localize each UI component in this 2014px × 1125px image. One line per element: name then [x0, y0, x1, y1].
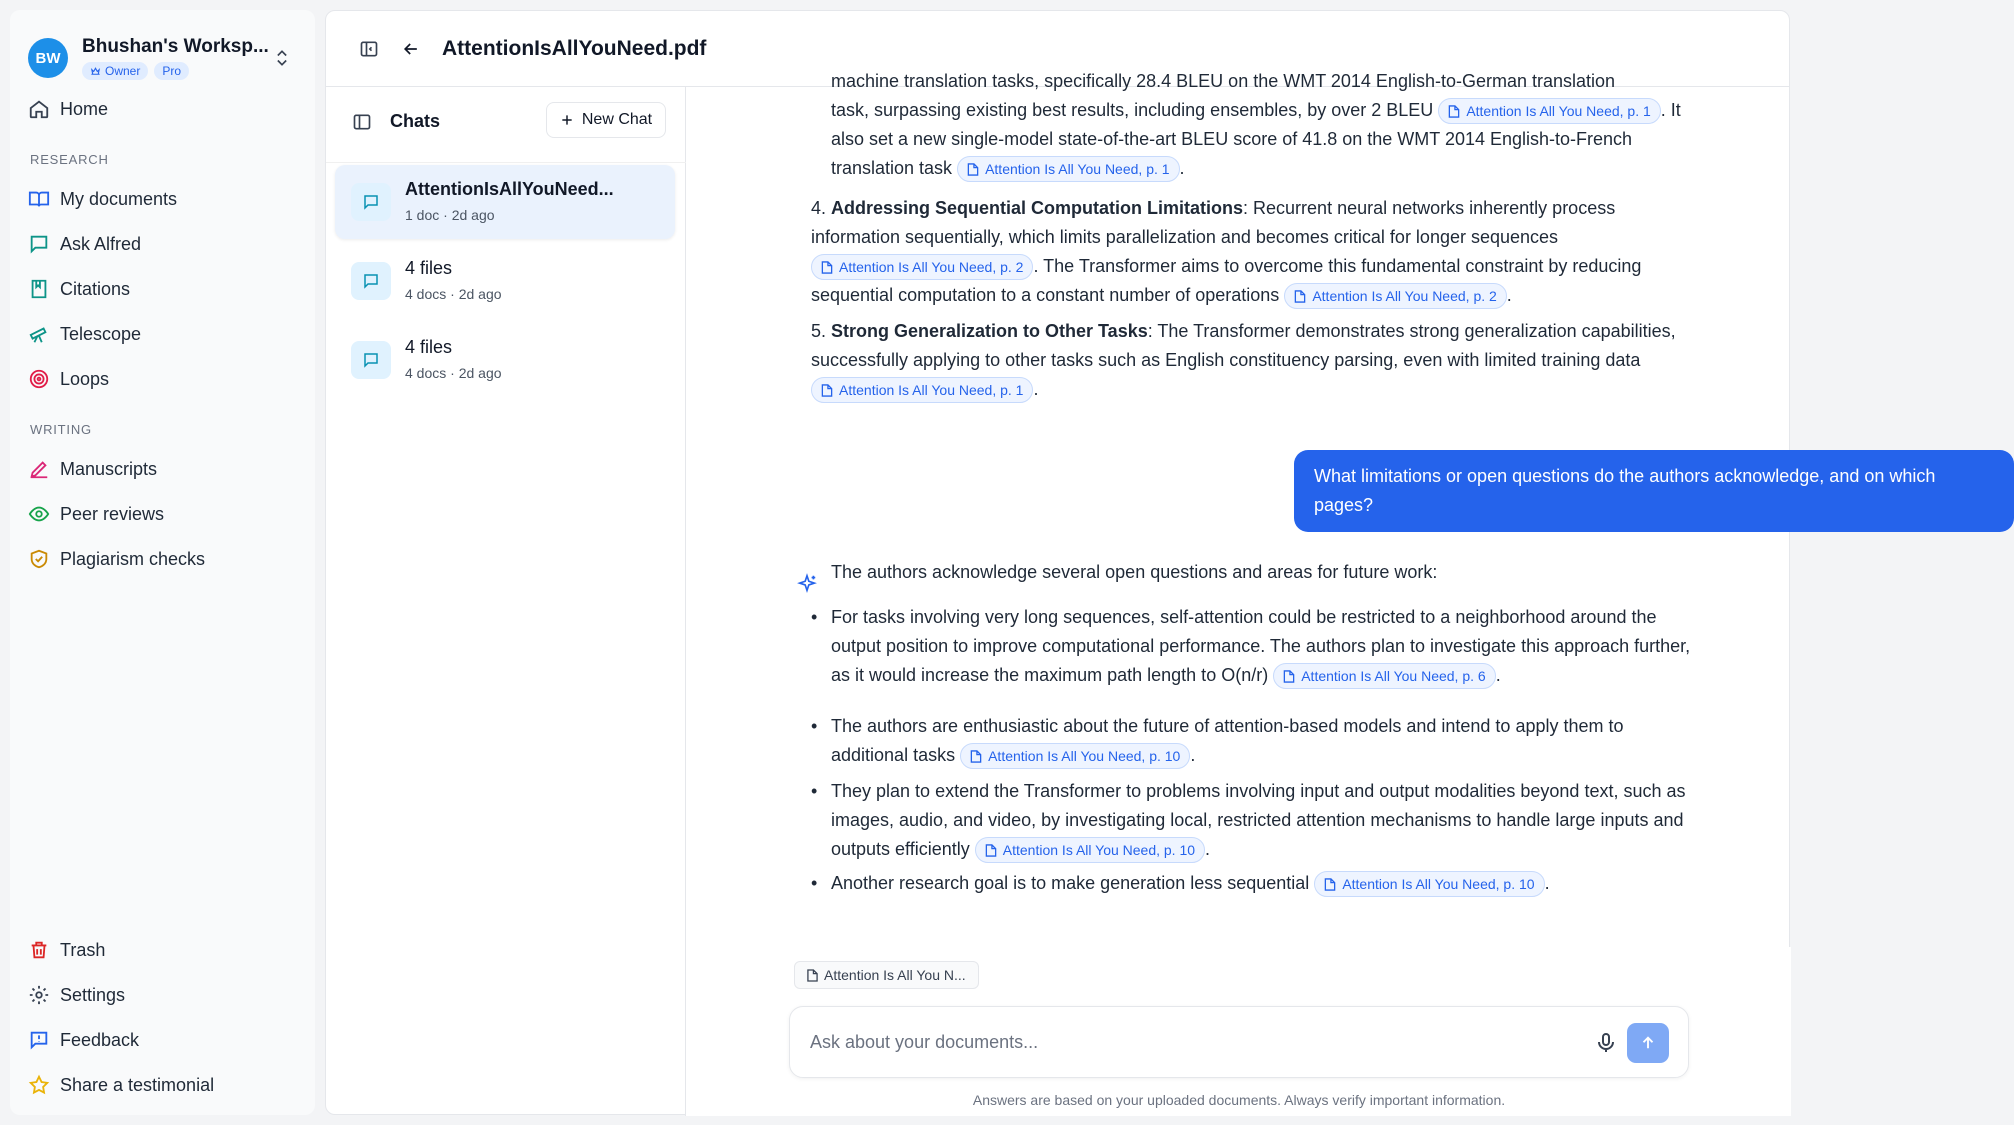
main-panel: [325, 10, 1936, 1115]
file-icon: [1294, 290, 1306, 303]
chevron-updown-icon[interactable]: [272, 48, 292, 68]
citation-chip[interactable]: Attention Is All You Need, p. 10: [975, 837, 1205, 863]
nav-trash[interactable]: Trash: [28, 933, 298, 967]
research-heading: RESEARCH: [30, 152, 109, 167]
pen-icon: [28, 458, 50, 480]
plus-icon: [560, 113, 574, 127]
nav-loops[interactable]: Loops: [28, 362, 298, 396]
panel-icon[interactable]: [352, 112, 372, 132]
nav-manuscripts[interactable]: Manuscripts: [28, 452, 298, 486]
answer-item-5: 5. Strong Generalization to Other Tasks: The Transformer demonstrates strong generalization capabilities, successfully applying to other tasks such as English constituency parsing, even with limited training data Attention Is All You Need, p. 1 .: [811, 317, 1681, 404]
message-input-box: [789, 1006, 1689, 1078]
nav-telescope[interactable]: Telescope: [28, 317, 298, 351]
message-input[interactable]: [810, 1027, 1570, 1057]
chat-meta: 4 docs · 2d ago: [405, 365, 502, 381]
nav-home[interactable]: Home: [28, 92, 298, 126]
chats-header: [326, 87, 686, 163]
file-icon: [1324, 878, 1336, 891]
arrow-left-icon: [401, 39, 421, 59]
citation-chip[interactable]: Attention Is All You Need, p. 1: [1438, 98, 1660, 124]
citation-chip[interactable]: Attention Is All You Need, p. 10: [1314, 871, 1544, 897]
chat-list-item[interactable]: [335, 165, 675, 239]
file-icon: [970, 750, 982, 763]
workspace-avatar: BW: [28, 38, 68, 78]
chat-list-item[interactable]: [335, 244, 675, 318]
chats-panel: [326, 87, 686, 1116]
file-icon: [821, 384, 833, 397]
citation-chip[interactable]: Attention Is All You Need, p. 6: [1273, 663, 1495, 689]
answer-bullet: • Another research goal is to make generation less sequential Attention Is All You Need, p. 10 .: [831, 869, 1691, 898]
home-icon: [28, 98, 50, 120]
workspace-info: [82, 36, 269, 80]
bookmark-book-icon: [28, 278, 50, 300]
eye-icon: [28, 503, 50, 525]
plan-badge: Pro: [154, 62, 189, 80]
file-icon: [985, 844, 997, 857]
citation-chip[interactable]: Attention Is All You Need, p. 2: [1284, 283, 1506, 309]
star-icon: [28, 1074, 50, 1096]
chat-name: AttentionIsAllYouNeed...: [405, 179, 614, 199]
answer-item-4: 4. Addressing Sequential Computation Limitations: Recurrent neural networks inherently process information sequentially, which limits parallelization and becomes critical for longer sequences Attention Is All You Need, p. 2 . The Transformer aims to overcome this fundamental constraint by reducing sequential computation to a constant number of operations Attention Is All You Need, p. 2 .: [811, 194, 1681, 310]
nav-feedback[interactable]: Feedback: [28, 1023, 298, 1057]
chat-name: 4 files: [405, 337, 453, 357]
sidebar: [10, 10, 315, 1115]
partial-text: machine translation tasks, specifically 28.4 BLEU on the WMT 2014 English-to-German translation: [831, 71, 1616, 91]
book-open-icon: [28, 188, 50, 210]
chat-name: 4 files: [405, 258, 453, 278]
arrow-up-icon: [1639, 1034, 1657, 1052]
file-icon: [1448, 105, 1460, 118]
workspace-name: Bhushan's Worksp...: [82, 36, 269, 57]
microphone-icon[interactable]: [1594, 1031, 1618, 1055]
workspace-switcher[interactable]: [28, 28, 298, 88]
message-square-icon: [28, 233, 50, 255]
conversation: [686, 71, 1936, 947]
chats-title: Chats: [390, 111, 441, 131]
writing-heading: WRITING: [30, 422, 92, 437]
nav-ask-alfred[interactable]: Ask Alfred: [28, 227, 298, 261]
citation-chip[interactable]: Attention Is All You Need, p. 10: [960, 743, 1190, 769]
answer-bullet: • For tasks involving very long sequences, self-attention could be restricted to a neighborhood around the output position to improve computational performance. The authors plan to investigate this approach further, as it would increase the maximum path length to O(n/r) Attention Is All You Need, p. 6 .: [831, 603, 1691, 690]
disclaimer-text: Answers are based on your uploaded documents. Always verify important information.: [972, 1092, 1506, 1108]
nav-citations[interactable]: Citations: [28, 272, 298, 306]
answer-bullet: • They plan to extend the Transformer to problems involving input and output modalities beyond text, such as images, audio, and video, by investigating local, restricted attention mechanisms to handle large inputs and outputs efficiently Attention Is All You Need, p. 10 .: [831, 777, 1691, 864]
citation-chip[interactable]: Attention Is All You Need, p. 1: [957, 156, 1179, 182]
citation-chip[interactable]: Attention Is All You Need, p. 2: [811, 254, 1033, 280]
send-button[interactable]: [1627, 1023, 1669, 1063]
attached-document-chip[interactable]: Attention Is All You N...: [794, 961, 979, 989]
owner-badge: Owner: [82, 62, 148, 80]
nav-plagiarism-checks[interactable]: Plagiarism checks: [28, 542, 298, 576]
file-icon: [967, 163, 979, 176]
sidebar-collapse-icon: [359, 39, 379, 59]
feedback-icon: [28, 1029, 50, 1051]
new-chat-button[interactable]: New Chat: [546, 102, 666, 138]
citation-chip[interactable]: Attention Is All You Need, p. 1: [811, 377, 1033, 403]
nav-peer-reviews[interactable]: Peer reviews: [28, 497, 298, 531]
nav-share-testimonial[interactable]: Share a testimonial: [28, 1068, 298, 1102]
workspace-badges: [82, 62, 262, 80]
answer-item-3: task, surpassing existing best results, including ensembles, by over 2 BLEU Attention Is All You Need, p. 1 . It also set a new single-model state-of-the-art BLEU score of 41.8 on the WMT 2014 English-to-French translation task Attention Is All You Need, p. 1 .: [831, 96, 1681, 183]
chat-meta: 4 docs · 2d ago: [405, 286, 502, 302]
target-icon: [28, 368, 50, 390]
user-message-bubble: What limitations or open questions do the authors acknowledge, and on which pages?: [1294, 450, 2014, 532]
trash-icon: [28, 939, 50, 961]
crown-icon: [90, 66, 101, 77]
file-icon: [807, 969, 818, 982]
nav-settings[interactable]: Settings: [28, 978, 298, 1012]
chat-bubble-icon: [351, 183, 391, 221]
document-title: AttentionIsAllYouNeed.pdf: [442, 36, 707, 60]
chat-bubble-icon: [351, 262, 391, 300]
chat-meta: 1 doc · 2d ago: [405, 207, 495, 223]
shield-check-icon: [28, 548, 50, 570]
sparkle-icon: [796, 573, 818, 595]
telescope-icon: [28, 323, 50, 345]
chat-list-item[interactable]: [335, 323, 675, 397]
gear-icon: [28, 984, 50, 1006]
composer: [686, 947, 1791, 1116]
nav-my-documents[interactable]: My documents: [28, 182, 298, 216]
answer-intro: The authors acknowledge several open questions and areas for future work:: [831, 562, 1438, 582]
toggle-sidebar-button[interactable]: [356, 36, 382, 62]
chat-bubble-icon: [351, 341, 391, 379]
answer-bullet: • The authors are enthusiastic about the future of attention-based models and intend to apply them to additional tasks Attention Is All You Need, p. 10 .: [831, 712, 1691, 770]
file-icon: [1283, 670, 1295, 683]
back-button[interactable]: [398, 36, 424, 62]
file-icon: [821, 261, 833, 274]
